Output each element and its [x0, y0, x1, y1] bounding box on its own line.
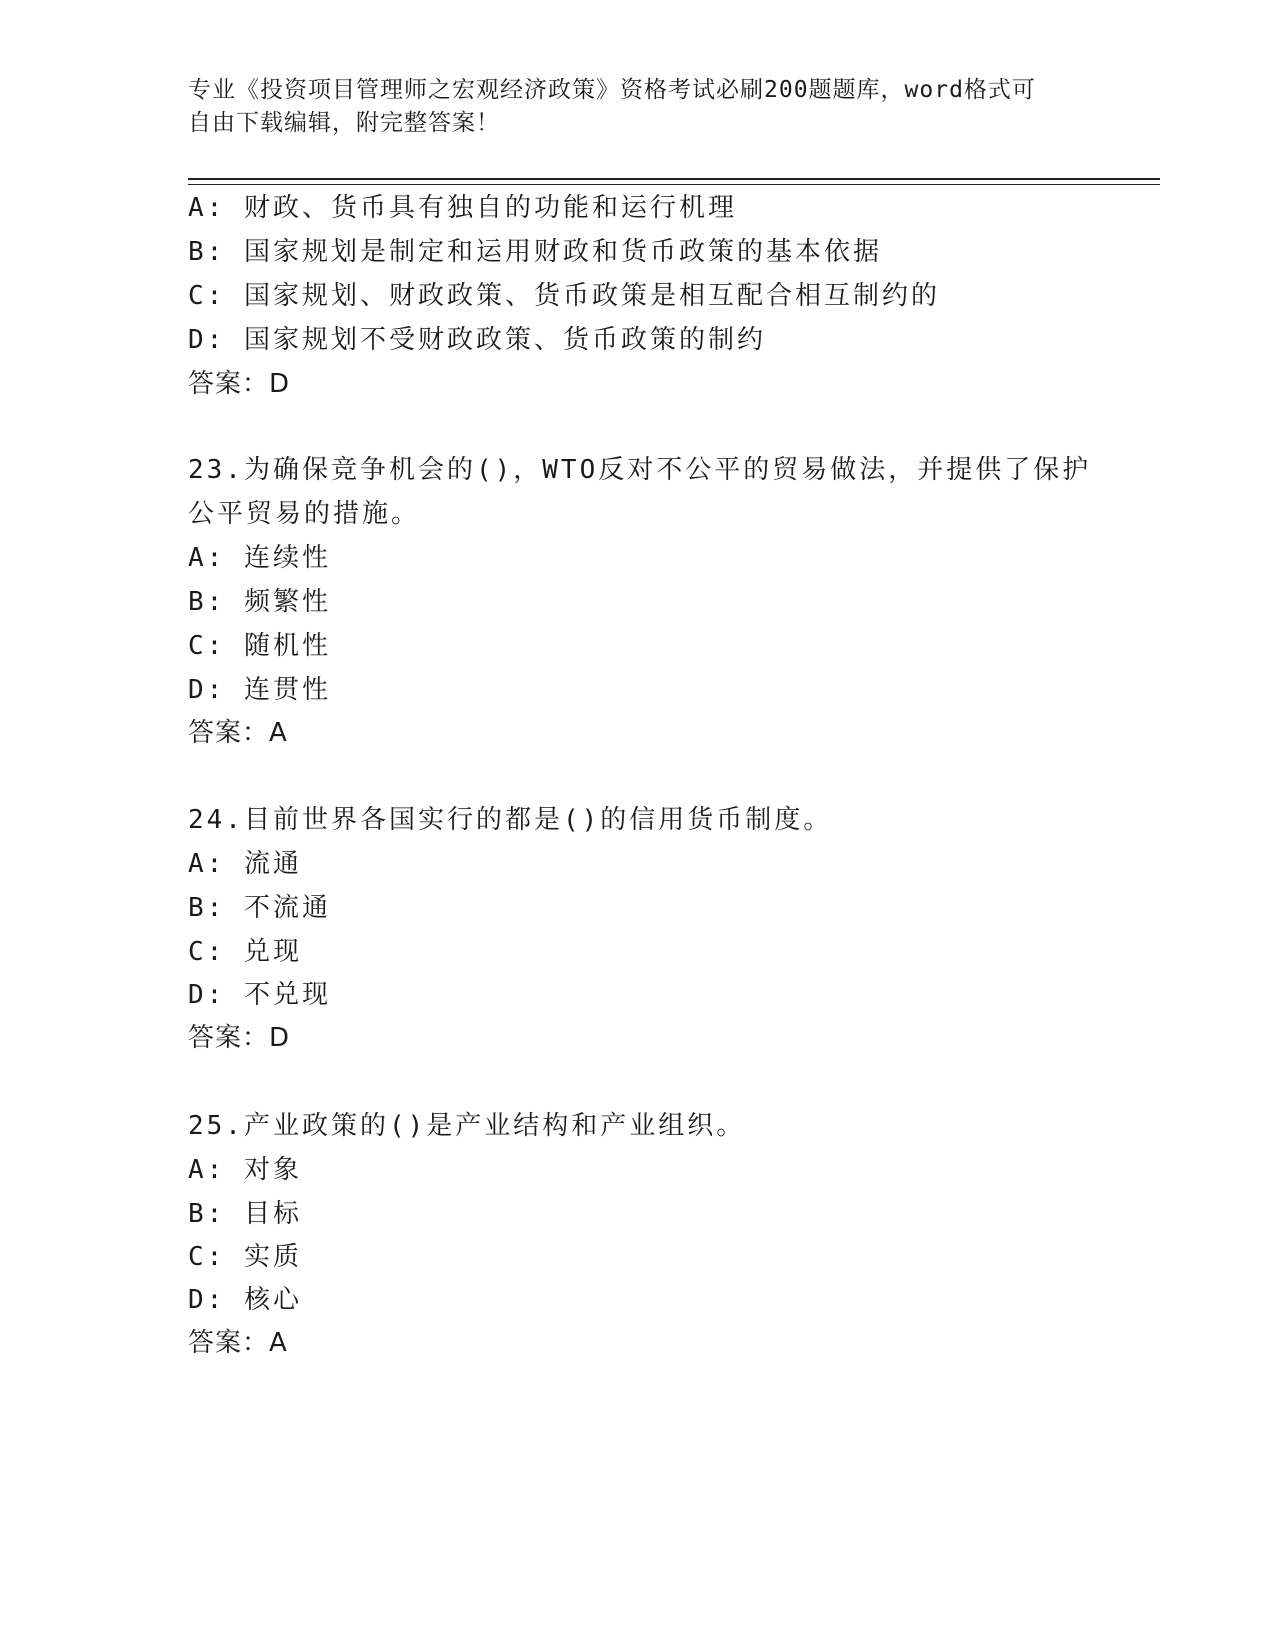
- q25-option-a: A: 对象: [188, 1155, 302, 1185]
- header-line-1: 专业《投资项目管理师之宏观经济政策》资格考试必刷200题题库，word格式可: [188, 77, 1036, 103]
- q22-option-d: D: 国家规划不受财政政策、货币政策的制约: [188, 325, 766, 355]
- header-line-2: 自由下载编辑，附完整答案！: [188, 110, 500, 136]
- q24-answer: 答案：D: [188, 1023, 291, 1053]
- q25-option-d: D: 核心: [188, 1285, 302, 1315]
- q22-option-a: A: 财政、货币具有独自的功能和运行机理: [188, 193, 737, 223]
- q23-option-a: A: 连续性: [188, 543, 331, 573]
- q24-option-c: C: 兑现: [188, 937, 302, 967]
- header-divider-thick: [188, 178, 1160, 180]
- q23-option-c: C: 随机性: [188, 631, 331, 661]
- q23-question-line-2: 公平贸易的措施。: [188, 499, 421, 529]
- document-header: [188, 74, 1068, 140]
- q24-question: 24.目前世界各国实行的都是()的信用货币制度。: [188, 805, 833, 835]
- q24-option-b: B: 不流通: [188, 893, 331, 923]
- q23-option-b: B: 频繁性: [188, 587, 331, 617]
- q25-question: 25.产业政策的()是产业结构和产业组织。: [188, 1111, 746, 1141]
- q25-option-b: B: 目标: [188, 1199, 302, 1229]
- header-divider-thin: [188, 184, 1160, 185]
- q24-option-a: A: 流通: [188, 849, 302, 879]
- q23-question-line-1: 23.为确保竞争机会的()，WTO反对不公平的贸易做法，并提供了保护: [188, 455, 1092, 485]
- q25-answer: 答案：A: [188, 1328, 288, 1358]
- q25-option-c: C: 实质: [188, 1242, 302, 1272]
- q22-answer: 答案：D: [188, 369, 291, 399]
- q22-option-c: C: 国家规划、财政政策、货币政策是相互配合相互制约的: [188, 281, 940, 311]
- q23-option-d: D: 连贯性: [188, 675, 331, 705]
- q23-answer: 答案：A: [188, 718, 288, 748]
- q24-option-d: D: 不兑现: [188, 980, 331, 1010]
- q22-option-b: B: 国家规划是制定和运用财政和货币政策的基本依据: [188, 237, 882, 267]
